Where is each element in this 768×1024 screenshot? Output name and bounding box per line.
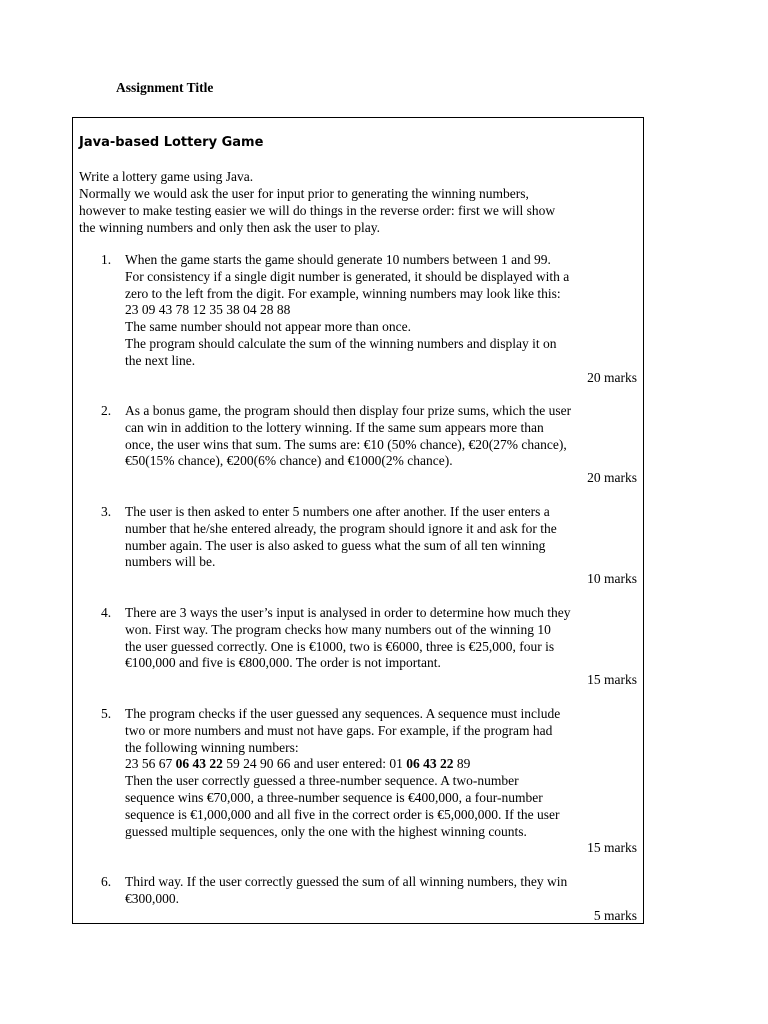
task-number: 4. (101, 605, 112, 620)
task-line: Then the user correctly guessed a three-number sequence. A two-number (125, 773, 519, 789)
intro-paragraph (79, 168, 639, 236)
task-marks: 15 marks (587, 840, 637, 856)
task-5 (79, 706, 637, 857)
task-marks: 10 marks (587, 571, 637, 587)
task-line: As a bonus game, the program should then display four prize sums, which the user (125, 403, 572, 418)
task-line: €300,000. (125, 890, 179, 906)
intro-line: Normally we would ask the user for input prior to generating the winning numbers, (79, 186, 529, 201)
assignment-title-label: Assignment Title (116, 80, 214, 95)
task-line: number that he/she entered already, the program should ignore it and ask for the (125, 520, 557, 536)
winning-numbers-suffix: 59 24 90 66 (222, 756, 291, 772)
task-marks: 5 marks (593, 907, 637, 923)
task-line: the following winning numbers: (125, 739, 299, 755)
sequence-example-line (125, 756, 637, 773)
task-line: €100,000 and five is €800,000. The order is not important. (125, 655, 441, 671)
task-line: The user is then asked to enter 5 numbers one after another. If the user enters a (125, 504, 550, 519)
task-line: €50(15% chance), €200(6% chance) and €1000(2% chance). (125, 453, 453, 469)
task-1 (79, 252, 637, 386)
task-line: sequence wins €70,000, a three-number sequence is €400,000, a four-number (125, 789, 543, 805)
task-line: two or more numbers and must not have gaps. For example, if the program had (125, 722, 553, 738)
task-line: can win in addition to the lottery winning. If the same sum appears more than (125, 419, 544, 435)
task-6 (79, 874, 637, 924)
task-2 (79, 403, 637, 487)
intro-line: Write a lottery game using Java. (79, 169, 254, 184)
user-numbers-suffix: 89 (453, 756, 471, 772)
task-line: guessed multiple sequences, only the one with the highest winning counts. (125, 823, 527, 839)
task-line: the user guessed correctly. One is €1000, two is €6000, three is €25,000, four is (125, 638, 555, 654)
task-4 (79, 605, 637, 689)
task-line: Third way. If the user correctly guessed the sum of all winning numbers, they win (125, 874, 568, 889)
task-body (125, 706, 637, 840)
task-line: the next line. (125, 352, 196, 368)
intro-line: however to make testing easier we will do things in the reverse order: first we will show (79, 203, 556, 218)
task-line: When the game starts the game should generate 10 numbers between 1 and 99. (125, 252, 551, 267)
user-sequence-highlight: 06 43 22 (406, 756, 454, 772)
winning-sequence-highlight: 06 43 22 (175, 756, 223, 772)
task-line: For consistency if a single digit number is generated, it should be displayed with a (125, 268, 570, 284)
task-line: numbers will be. (125, 554, 216, 570)
task-line: The program should calculate the sum of the winning numbers and display it on (125, 335, 557, 351)
task-line: won. First way. The program checks how many numbers out of the winning 10 (125, 621, 551, 637)
task-number: 1. (101, 252, 112, 267)
user-entered-connector: and user entered: 01 (290, 756, 407, 772)
task-body (125, 252, 637, 370)
task-line: The program checks if the user guessed any sequences. A sequence must include (125, 706, 561, 721)
task-body (125, 403, 637, 470)
task-line: The same number should not appear more than once. (125, 319, 412, 335)
task-marks: 20 marks (587, 369, 637, 385)
game-title: Java-based Lottery Game (79, 135, 264, 150)
task-number: 2. (101, 403, 112, 418)
task-marks: 15 marks (587, 672, 637, 688)
winning-numbers-prefix: 23 56 67 (125, 756, 176, 772)
task-line: once, the user wins that sum. The sums are: €10 (50% chance), €20(27% chance), (125, 436, 567, 452)
task-line: sequence is €1,000,000 and all five in the correct order is €5,000,000. If the user (125, 806, 560, 822)
task-line: zero to the left from the digit. For example, winning numbers may look like this: (125, 285, 561, 301)
task-body (125, 504, 637, 571)
task-marks: 20 marks (587, 470, 637, 486)
task-line: number again. The user is also asked to guess what the sum of all ten winning (125, 537, 546, 553)
task-line: 23 09 43 78 12 35 38 04 28 88 (125, 302, 291, 318)
task-body (125, 874, 637, 908)
intro-line: the winning numbers and only then ask the user to play. (79, 220, 380, 235)
task-3 (79, 504, 637, 588)
task-number: 5. (101, 706, 112, 721)
task-line: There are 3 ways the user’s input is analysed in order to determine how much they (125, 605, 571, 620)
task-number: 6. (101, 874, 112, 889)
task-body (125, 605, 637, 672)
task-number: 3. (101, 504, 112, 519)
